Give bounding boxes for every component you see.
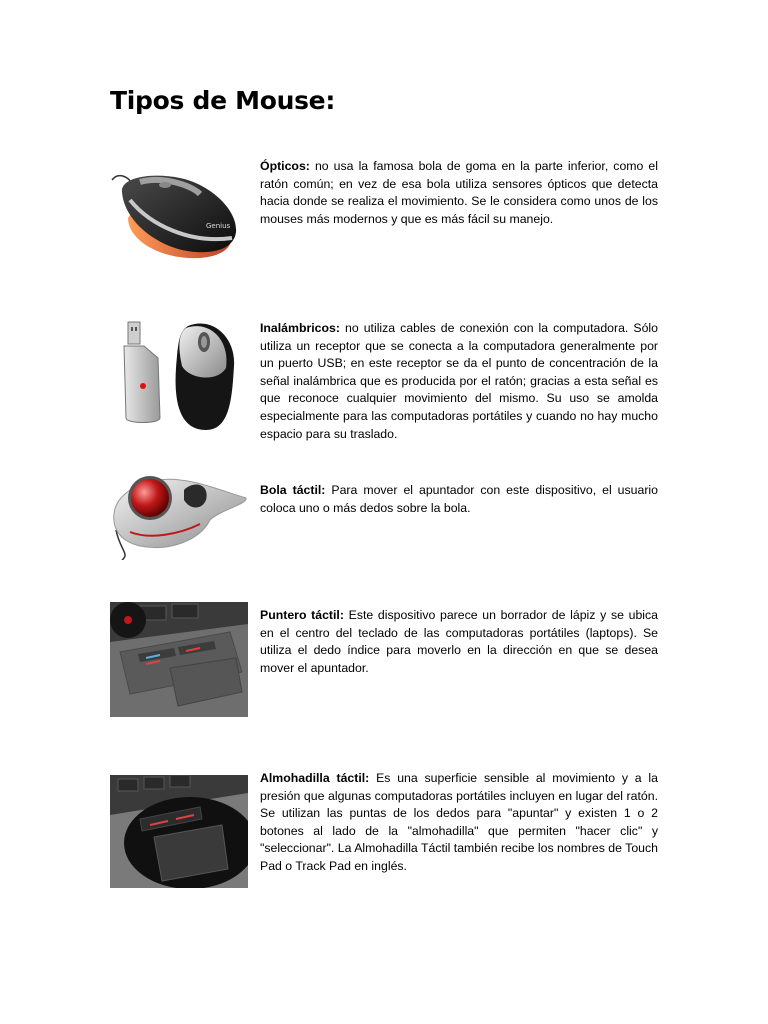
entry-term: Almohadilla táctil: bbox=[260, 771, 370, 785]
entry-term: Puntero táctil: bbox=[260, 608, 344, 622]
entry-term: Bola táctil: bbox=[260, 483, 326, 497]
wireless-mouse-icon bbox=[118, 318, 243, 433]
entry-text bbox=[260, 320, 658, 443]
brand-label: Genius bbox=[206, 222, 231, 230]
entry-text bbox=[260, 607, 658, 677]
entry-term: Inalámbricos: bbox=[260, 321, 340, 335]
entry-description: Es una superficie sensible al movimiento y a la presión que algunas computadoras portátiles incluyen en lugar del ratón. Se utilizan las puntas de los dedos para "apuntar" y existen 1 o 2 botones al lado de la "almohadilla" que permiten "hacer clic" y "seleccionar". La Almohadilla Táctil también recibe los nombres de Touch Pad o Track Pad en inglés. bbox=[260, 771, 658, 873]
entry-description: no usa la famosa bola de goma en la parte inferior, como el ratón común; en vez de esa bola utiliza sensores ópticos que detecta hacia donde se realiza el movimiento. Se le considera como unos de los mouses más modernos y que es más fácil su manejo. bbox=[260, 159, 658, 226]
entry-description: no utiliza cables de conexión con la computadora. Sólo utiliza un receptor que se conecta a la computadora generalmente por un puerto USB; en este receptor se da el punto de concentración de la señal inalámbrica que es producida por el ratón; gracias a esta señal es que reconoce cualquier movimiento del mismo. Su uso se amolda especialmente para las computadoras portátiles y cuando no hay mucho espacio para su traslado. bbox=[260, 321, 658, 441]
touchpad-icon bbox=[110, 775, 248, 888]
pointing-stick-icon bbox=[110, 602, 248, 717]
entry-term: Ópticos: bbox=[260, 159, 310, 173]
entry-description: Este dispositivo parece un borrador de lápiz y se ubica en el centro del teclado de las computadoras portátiles (laptops). Se utiliza el dedo índice para moverlo en la dirección en que se desea mover el apuntador. bbox=[260, 608, 659, 675]
entry-description: Para mover el apuntador con este dispositivo, el usuario coloca uno o más dedos sobre la bola. bbox=[260, 483, 658, 515]
optical-mouse-icon bbox=[110, 170, 240, 265]
entry-text bbox=[260, 770, 658, 876]
page-title: Tipos de Mouse: bbox=[110, 86, 336, 115]
entry-text bbox=[260, 158, 658, 228]
trackball-icon bbox=[110, 470, 250, 560]
entry-text bbox=[260, 482, 658, 517]
